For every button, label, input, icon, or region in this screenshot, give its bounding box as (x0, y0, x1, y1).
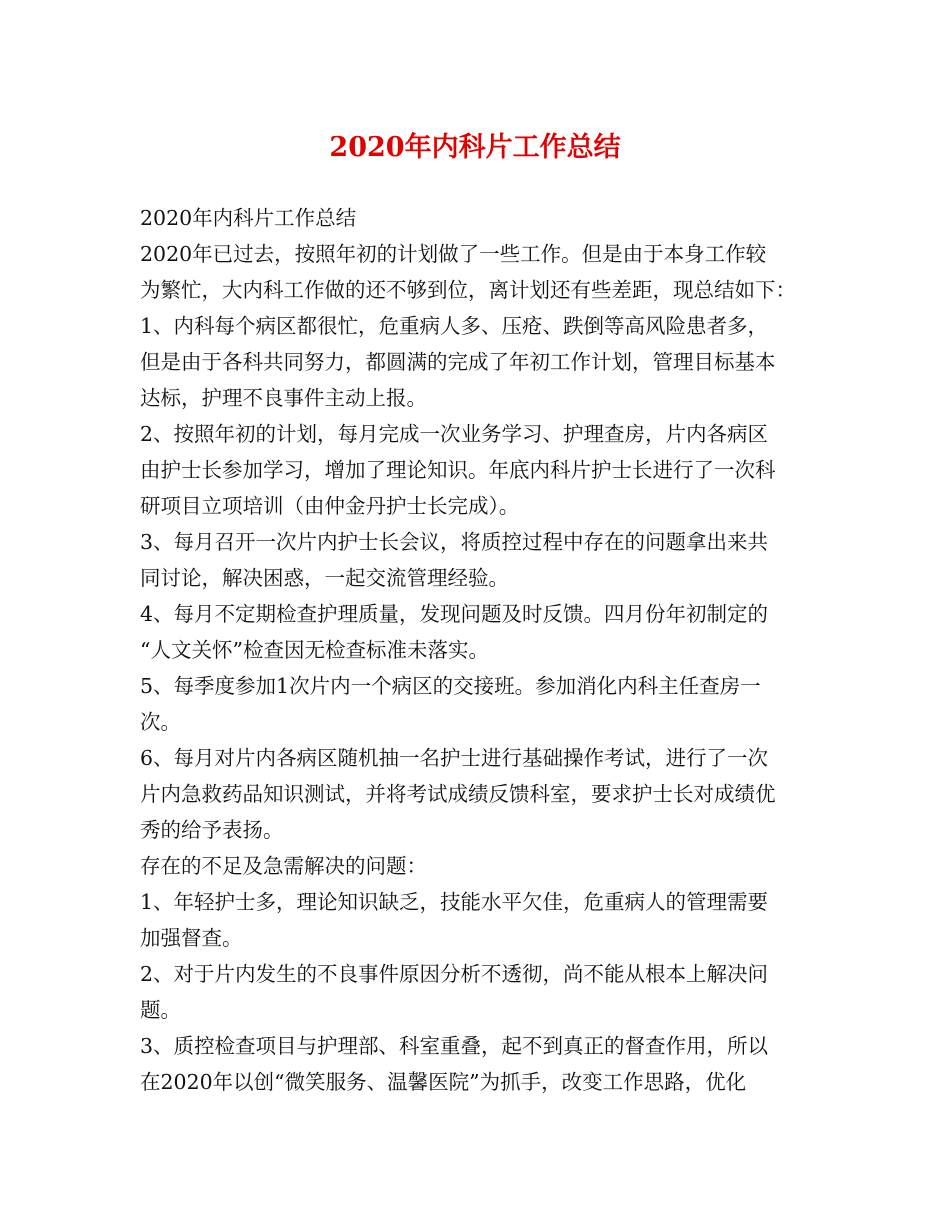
body-line: 1、年轻护士多，理论知识缺乏，技能水平欠佳，危重病人的管理需要 (140, 890, 769, 914)
body-line: 达标，护理不良事件主动上报。 (140, 386, 427, 410)
body-line: 存在的不足及急需解决的问题： (140, 854, 427, 878)
body-line: 4、每月不定期检查护理质量，发现问题及时反馈。四月份年初制定的 (140, 602, 769, 626)
body-line: 同讨论，解决困惑，一起交流管理经验。 (140, 566, 509, 590)
body-line: 2020年内科片工作总结 (140, 206, 357, 230)
body-line: 由护士长参加学习，增加了理论知识。年底内科片护士长进行了一次科 (140, 458, 776, 482)
document-title: 2020年内科片工作总结 (329, 132, 621, 163)
body-line: 2、按照年初的计划，每月完成一次业务学习、护理查房，片内各病区 (140, 422, 769, 446)
body-line: 片内急救药品知识测试，并将考试成绩反馈科室，要求护士长对成绩优 (140, 782, 776, 806)
body-line: 但是由于各科共同努力，都圆满的完成了年初工作计划，管理目标基本 (140, 350, 776, 374)
body-line: “人文关怀”检查因无检查标准未落实。 (140, 638, 489, 662)
body-line: 研项目立项培训（由仲金丹护士长完成）。 (140, 494, 520, 518)
body-line: 1、内科每个病区都很忙，危重病人多、压疮、跌倒等高风险患者多， (140, 314, 769, 338)
body-line: 题。 (140, 998, 181, 1022)
body-line: 加强督查。 (140, 926, 243, 950)
body-line: 2、对于片内发生的不良事件原因分析不透彻，尚不能从根本上解决问 (140, 962, 769, 986)
body-line: 在2020年以创“微笑服务、温馨医院”为抓手，改变工作思路，优化 (140, 1070, 747, 1094)
body-line: 次。 (140, 710, 181, 734)
body-line: 3、质控检查项目与护理部、科室重叠，起不到真正的督查作用，所以 (140, 1034, 769, 1058)
document-body (140, 200, 830, 1100)
body-line: 6、每月对片内各病区随机抽一名护士进行基础操作考试，进行了一次 (140, 746, 769, 770)
body-line: 5、每季度参加1次片内一个病区的交接班。参加消化内科主任查房一 (140, 674, 761, 698)
body-line: 为繁忙，大内科工作做的还不够到位，离计划还有些差距，现总结如下： (140, 278, 796, 302)
body-line: 3、每月召开一次片内护士长会议，将质控过程中存在的问题拿出来共 (140, 530, 769, 554)
body-line: 秀的给予表扬。 (140, 818, 284, 842)
body-line: 2020年已过去，按照年初的计划做了一些工作。但是由于本身工作较 (140, 242, 767, 266)
